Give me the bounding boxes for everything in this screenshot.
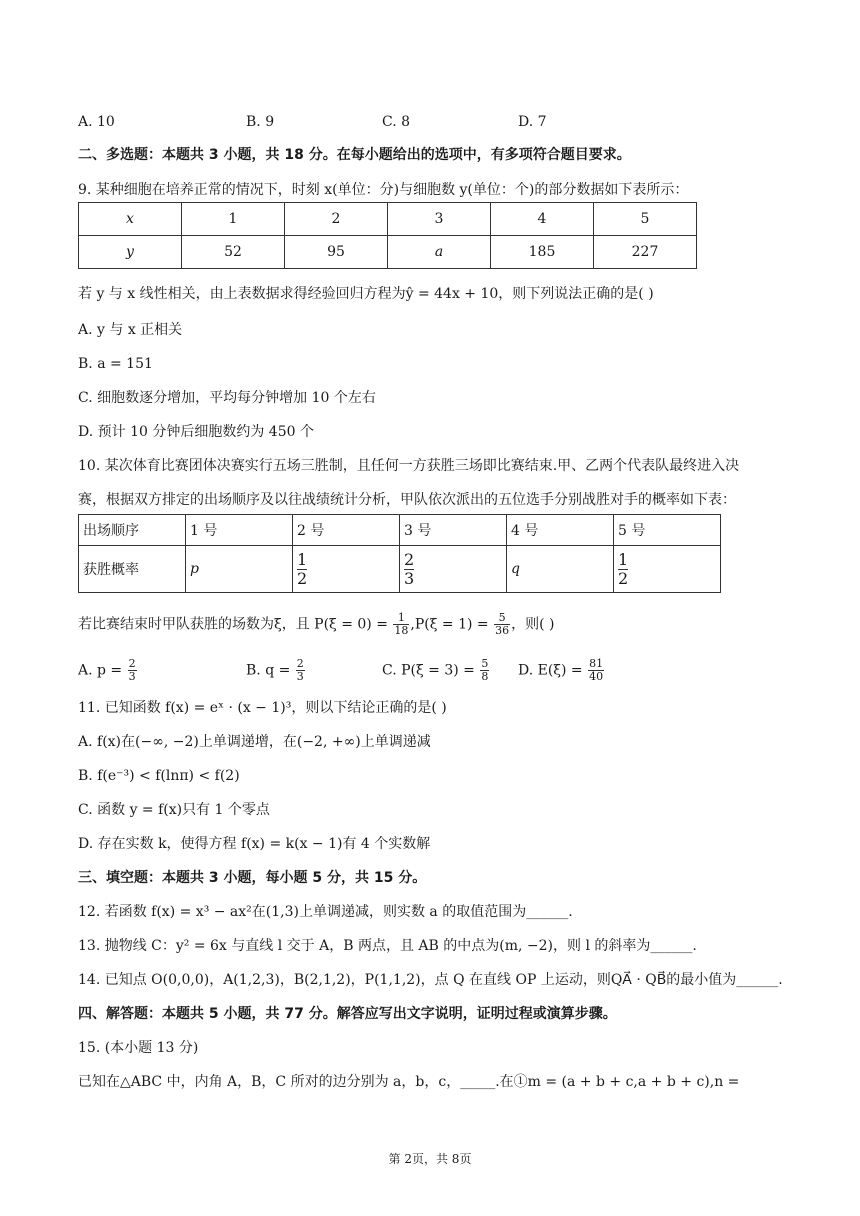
table-cell: 2 号 bbox=[293, 515, 400, 546]
fraction: $\frac{2}{3}$ bbox=[404, 549, 415, 588]
q10-option-c: C. P(ξ = 3) = $\frac{5}{8}$ bbox=[382, 657, 489, 683]
table-cell: 3 bbox=[388, 203, 491, 236]
table-cell: 185 bbox=[491, 236, 594, 269]
table-cell: 4 号 bbox=[507, 515, 614, 546]
q9-stem: 9. 某种细胞在培养正常的情况下，时刻 x(单位：分)与细胞数 y(单位：个)的部分数据如下表所示： bbox=[78, 182, 689, 198]
q10-probability-table bbox=[78, 514, 721, 593]
fraction: $\frac{81}{40}$ bbox=[589, 657, 604, 683]
text: 若比赛结束时甲队获胜的场数为ξ，且 P(ξ = 0) = bbox=[78, 616, 393, 633]
q8-option-a: A. 10 bbox=[78, 114, 115, 130]
table-cell: 3 号 bbox=[400, 515, 507, 546]
q11-option-d: D. 存在实数 k，使得方程 f(x) = k(x − 1)有 4 个实数解 bbox=[78, 836, 431, 852]
table-cell: 5 bbox=[594, 203, 697, 236]
q10-stem-line2: 赛，根据双方排定的出场顺序及以往战绩统计分析，甲队依次派出的五位选手分别战胜对手的概率如下表： bbox=[78, 492, 736, 508]
q11-stem: 11. 已知函数 f(x) = eˣ · (x − 1)³，则以下结论正确的是( ) bbox=[78, 700, 447, 716]
fraction: $\frac{2}{3}$ bbox=[128, 657, 136, 683]
q9-prompt: 若 y 与 x 线性相关，由上表数据求得经验回归方程为ŷ = 44x + 10，则下列说法正确的是( ) bbox=[78, 286, 654, 302]
section2-heading: 二、多选题：本题共 3 小题，共 18 分。在每小题给出的选项中，有多项符合题目要求。 bbox=[78, 147, 631, 163]
q10-option-b: B. q = $\frac{2}{3}$ bbox=[246, 657, 304, 683]
q10-stem-line1: 10. 某次体育比赛团体决赛实行五场三胜制，且任何一方获胜三场即比赛结束.甲、乙两个代表队最终进入决 bbox=[78, 458, 740, 474]
table-cell: 5 号 bbox=[614, 515, 721, 546]
table-cell: q bbox=[507, 546, 614, 593]
q11-option-a: A. f(x)在(−∞, −2)上单调递增，在(−2, +∞)上单调递减 bbox=[78, 734, 431, 750]
table-cell: 1 bbox=[182, 203, 285, 236]
q11-option-b: B. f(e⁻³) < f(lnπ) < f(2) bbox=[78, 768, 240, 784]
table-cell: x bbox=[79, 203, 182, 236]
q15-stem: 已知在△ABC 中，内角 A，B，C 所对的边分别为 a，b，c，_____.在①m = (a + b + c,a + b + c),n = bbox=[78, 1074, 740, 1090]
table-row bbox=[79, 236, 697, 269]
table-cell: 227 bbox=[594, 236, 697, 269]
text: ，则( ) bbox=[511, 616, 555, 633]
q9-option-a: A. y 与 x 正相关 bbox=[78, 322, 183, 338]
table-cell: 获胜概率 bbox=[79, 546, 186, 593]
table-cell bbox=[400, 546, 507, 593]
q12-stem: 12. 若函数 f(x) = x³ − ax²在(1,3)上单调递减，则实数 a 的取值范围为______. bbox=[78, 904, 573, 920]
table-cell bbox=[614, 546, 721, 593]
q10-prompt bbox=[78, 612, 554, 637]
table-row bbox=[79, 546, 721, 593]
table-cell: 4 bbox=[491, 203, 594, 236]
table-cell: a bbox=[388, 236, 491, 269]
fraction: $\frac{5}{36}$ bbox=[495, 611, 510, 637]
q9-option-d: D. 预计 10 分钟后细胞数约为 450 个 bbox=[78, 424, 314, 440]
q8-option-c: C. 8 bbox=[382, 114, 411, 130]
table-row bbox=[79, 203, 697, 236]
page-footer: 第 2页，共 8页 bbox=[388, 1152, 472, 1166]
q10-option-d: D. E(ξ) = $\frac{81}{40}$ bbox=[518, 657, 604, 683]
q8-option-d: D. 7 bbox=[518, 114, 547, 130]
fraction: $\frac{1}{18}$ bbox=[394, 611, 409, 637]
q14-stem: 14. 已知点 O(0,0,0)，A(1,2,3)，B(2,1,2)，P(1,1,2)，点 Q 在直线 OP 上运动，则QA⃗ · QB⃗的最小值为______. bbox=[78, 972, 783, 988]
fraction: $\frac{1}{2}$ bbox=[297, 549, 308, 588]
table-cell: 52 bbox=[182, 236, 285, 269]
q15-title: 15. (本小题 13 分) bbox=[78, 1040, 199, 1056]
section4-heading: 四、解答题：本题共 5 小题，共 77 分。解答应写出文字说明，证明过程或演算步骤。 bbox=[78, 1006, 617, 1022]
q9-data-table bbox=[78, 202, 697, 269]
fraction: $\frac{2}{3}$ bbox=[296, 657, 304, 683]
table-row bbox=[79, 515, 721, 546]
table-cell: 出场顺序 bbox=[79, 515, 186, 546]
q11-option-c: C. 函数 y = f(x)只有 1 个零点 bbox=[78, 802, 270, 818]
fraction: $\frac{1}{2}$ bbox=[618, 549, 629, 588]
section3-heading: 三、填空题：本题共 3 小题，每小题 5 分，共 15 分。 bbox=[78, 870, 427, 886]
q10-option-a: A. p = $\frac{2}{3}$ bbox=[78, 657, 136, 683]
table-cell: p bbox=[186, 546, 293, 593]
q8-option-b: B. 9 bbox=[246, 114, 275, 130]
q13-stem: 13. 抛物线 C：y² = 6x 与直线 l 交于 A，B 两点，且 AB 的中点为(m, −2)，则 l 的斜率为______. bbox=[78, 938, 697, 954]
table-cell: 95 bbox=[285, 236, 388, 269]
q9-option-c: C. 细胞数逐分增加，平均每分钟增加 10 个左右 bbox=[78, 390, 376, 406]
table-cell bbox=[293, 546, 400, 593]
table-cell: y bbox=[79, 236, 182, 269]
table-cell: 1 号 bbox=[186, 515, 293, 546]
text: ,P(ξ = 1) = bbox=[410, 616, 494, 633]
fraction: $\frac{5}{8}$ bbox=[481, 657, 489, 683]
table-cell: 2 bbox=[285, 203, 388, 236]
q9-option-b: B. a = 151 bbox=[78, 356, 153, 372]
